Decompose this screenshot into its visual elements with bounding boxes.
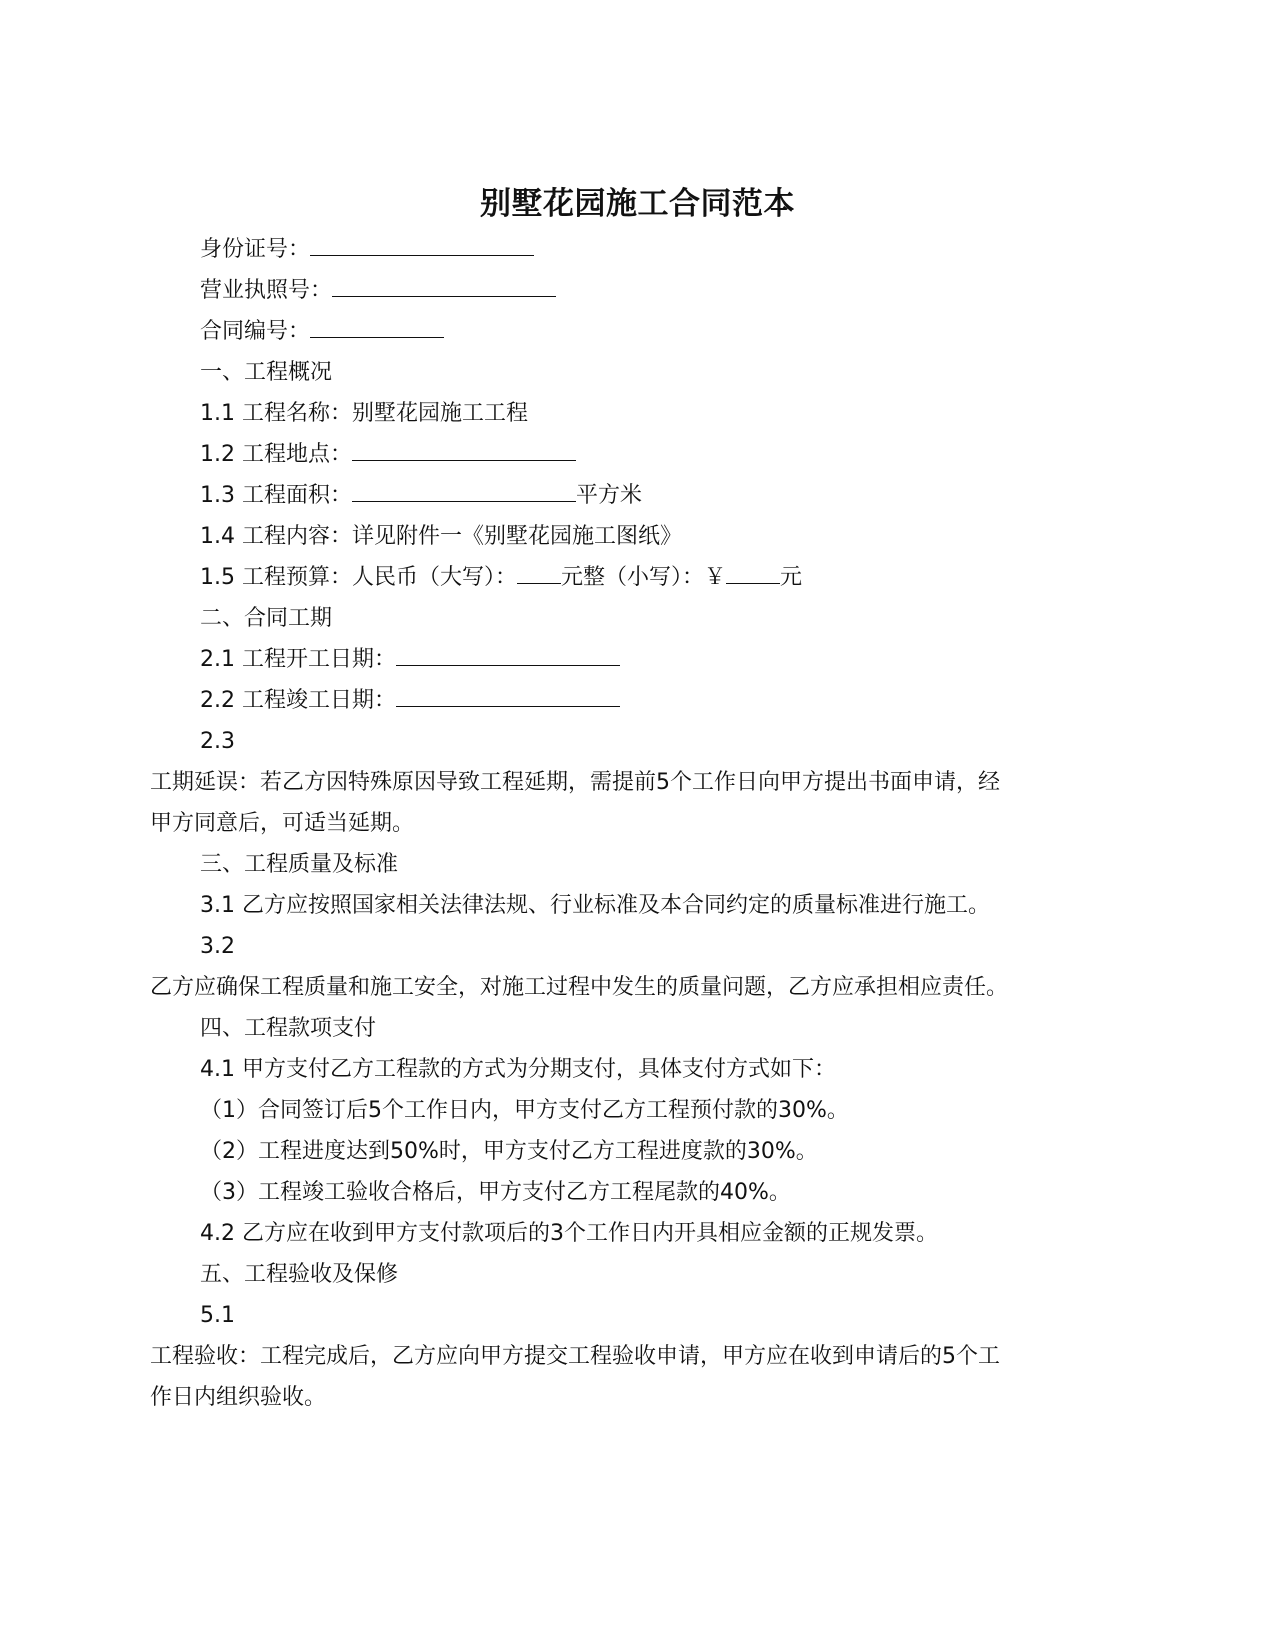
id-number-blank bbox=[310, 235, 534, 256]
contract-number-blank bbox=[310, 317, 444, 338]
start-date-blank bbox=[396, 645, 620, 666]
clause-2-1 bbox=[200, 645, 620, 675]
payment-item-2: （2）工程进度达到50%时，甲方支付乙方工程进度款的30%。 bbox=[200, 1139, 818, 1164]
clause-4-1: 4.1 甲方支付乙方工程款的方式为分期支付，具体支付方式如下： bbox=[200, 1057, 836, 1082]
section-heading-4: 四、工程款项支付 bbox=[200, 1016, 377, 1041]
clause-2-3-number: 2.3 bbox=[200, 729, 235, 754]
clause-1-5-mid: 元整（小写）：￥ bbox=[560, 565, 726, 590]
contract-number-field bbox=[200, 317, 444, 347]
clause-1-3-unit: 平方米 bbox=[575, 483, 642, 508]
clause-3-1: 3.1 乙方应按照国家相关法律法规、行业标准及本合同约定的质量标准进行施工。 bbox=[200, 893, 990, 918]
clause-1-5-unit: 元 bbox=[780, 565, 803, 590]
clause-1-2-label: 1.2 工程地点： bbox=[200, 442, 352, 467]
clause-1-3 bbox=[200, 481, 642, 511]
section-heading-1: 一、工程概况 bbox=[200, 360, 333, 385]
budget-uppercase-blank bbox=[517, 563, 561, 584]
clause-1-3-label: 1.3 工程面积： bbox=[200, 483, 352, 508]
contract-number-label: 合同编号： bbox=[200, 319, 311, 344]
clause-5-1-number: 5.1 bbox=[200, 1303, 235, 1328]
clause-3-2-number: 3.2 bbox=[200, 934, 235, 959]
clause-1-2 bbox=[200, 440, 576, 470]
clause-3-2-text: 乙方应确保工程质量和施工安全，对施工过程中发生的质量问题，乙方应承担相应责任。 bbox=[150, 975, 1009, 1000]
project-area-blank bbox=[352, 481, 576, 502]
clause-1-1: 1.1 工程名称：别墅花园施工工程 bbox=[200, 401, 528, 426]
clause-2-2 bbox=[200, 686, 620, 716]
clause-4-2: 4.2 乙方应在收到甲方支付款项后的3个工作日内开具相应金额的正规发票。 bbox=[200, 1221, 938, 1246]
clause-1-5-label: 1.5 工程预算：人民币（大写）： bbox=[200, 565, 517, 590]
clause-2-2-label: 2.2 工程竣工日期： bbox=[200, 688, 396, 713]
budget-number-blank bbox=[726, 563, 780, 584]
id-number-field bbox=[200, 235, 534, 265]
clause-5-1-line1: 工程验收：工程完成后，乙方应向甲方提交工程验收申请，甲方应在收到申请后的5个工 bbox=[150, 1344, 1000, 1369]
payment-item-1: （1）合同签订后5个工作日内，甲方支付乙方工程预付款的30%。 bbox=[200, 1098, 849, 1123]
clause-2-3-line2: 甲方同意后，可适当延期。 bbox=[150, 811, 415, 836]
business-license-label: 营业执照号： bbox=[200, 278, 333, 303]
document-title: 别墅花园施工合同范本 bbox=[480, 186, 795, 222]
completion-date-blank bbox=[396, 686, 620, 707]
section-heading-3: 三、工程质量及标准 bbox=[200, 852, 399, 877]
section-heading-5: 五、工程验收及保修 bbox=[200, 1262, 399, 1287]
clause-1-4: 1.4 工程内容：详见附件一《别墅花园施工图纸》 bbox=[200, 524, 682, 549]
business-license-field bbox=[200, 276, 556, 306]
id-number-label: 身份证号： bbox=[200, 237, 311, 262]
clause-5-1-line2: 作日内组织验收。 bbox=[150, 1385, 327, 1410]
section-heading-2: 二、合同工期 bbox=[200, 606, 333, 631]
clause-2-1-label: 2.1 工程开工日期： bbox=[200, 647, 396, 672]
clause-2-3-line1: 工期延误：若乙方因特殊原因导致工程延期，需提前5个工作日向甲方提出书面申请，经 bbox=[150, 770, 1000, 795]
clause-1-5 bbox=[200, 563, 802, 593]
payment-item-3: （3）工程竣工验收合格后，甲方支付乙方工程尾款的40%。 bbox=[200, 1180, 791, 1205]
business-license-blank bbox=[332, 276, 556, 297]
project-location-blank bbox=[352, 440, 576, 461]
